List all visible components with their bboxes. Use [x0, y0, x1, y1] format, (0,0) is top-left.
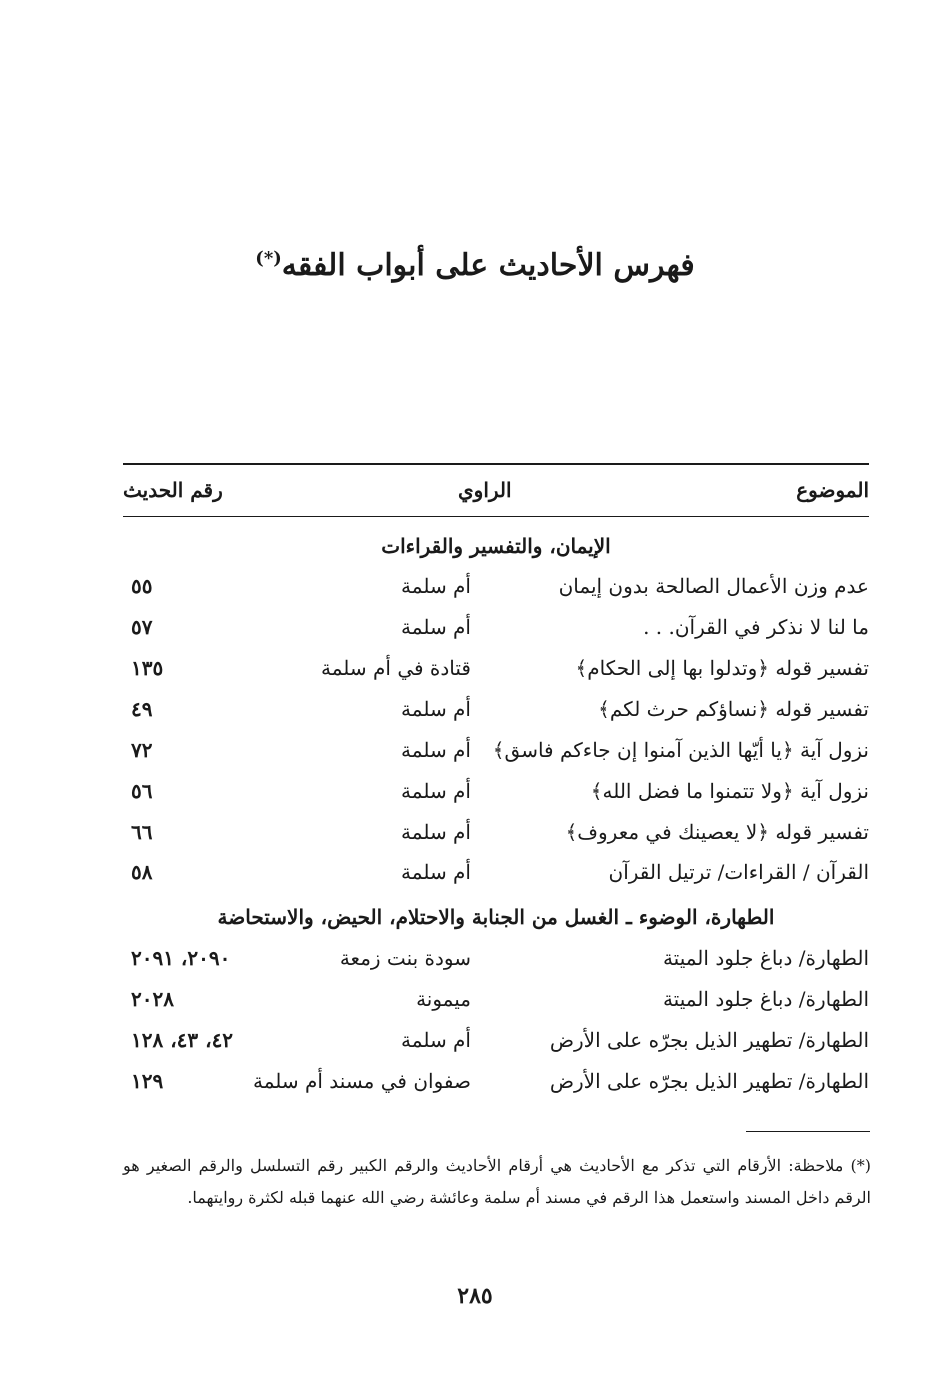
row-narrator: أم سلمة: [401, 574, 471, 598]
row-narrator: صفوان في مسند أم سلمة: [252, 1069, 471, 1093]
row-number: ٢٠٩٠، ٢٠٩١: [131, 946, 231, 970]
row-topic: القرآن / القراءات/ ترتيل القرآن: [608, 860, 869, 884]
table-header-rule: [123, 516, 869, 517]
row-number: ٥٦: [131, 779, 153, 803]
row-number: ٦٦: [131, 820, 153, 844]
row-topic: الطهارة/ تطهير الذيل بجرّه على الأرض: [549, 1069, 869, 1093]
table-row: [123, 656, 869, 690]
row-narrator: سودة بنت زمعة: [339, 946, 471, 970]
row-topic: نزول آية ﴿ولا تتمنوا ما فضل الله﴾: [590, 779, 869, 803]
row-number: ٢٠٢٨: [131, 987, 174, 1011]
row-narrator: قتادة في أم سلمة: [321, 656, 471, 680]
row-number: ٥٥: [131, 574, 153, 598]
header-narrator: الراوي: [458, 478, 512, 502]
row-narrator: أم سلمة: [401, 779, 471, 803]
row-topic: تفسير قوله ﴿لا يعصينك في معروف﴾: [565, 820, 869, 844]
row-topic: نزول آية ﴿يا أيّها الذين آمنوا إن جاءكم فاسق﴾: [492, 738, 869, 762]
row-narrator: أم سلمة: [401, 1028, 471, 1052]
table-row: [123, 1069, 869, 1103]
row-topic: عدم وزن الأعمال الصالحة بدون إيمان: [558, 574, 869, 598]
row-narrator: أم سلمة: [401, 860, 471, 884]
title-footnote-mark: (*): [255, 248, 282, 269]
row-topic: الطهارة/ دباغ جلود الميتة: [662, 946, 869, 970]
table-row: [123, 574, 869, 608]
row-narrator: أم سلمة: [401, 820, 471, 844]
table-row: [123, 820, 869, 854]
page-title: [0, 248, 950, 283]
row-number: ٤٩: [131, 697, 153, 721]
row-topic: الطهارة/ دباغ جلود الميتة: [662, 987, 869, 1011]
row-number: ٥٧: [131, 615, 153, 639]
row-number: ١٢٩: [131, 1069, 164, 1093]
row-number: ١٣٥: [131, 656, 164, 680]
header-number: رقم الحديث: [123, 478, 223, 502]
row-topic: الطهارة/ تطهير الذيل بجرّه على الأرض: [549, 1028, 869, 1052]
footnote: (*) ملاحظة: الأرقام التي تذكر مع الأحاديث هي أرقام الأحاديث والرقم الكبير رقم التسلسل والرقم الصغير هو الرقم داخل المسند واستعمل هذا الرقم في مسند أم سلمة وعائشة رضي الله عنهما قبله لكثرة روايتهما.: [123, 1156, 871, 1207]
table-header: [123, 478, 869, 512]
row-number: ٧٢: [131, 738, 153, 762]
row-topic: تفسير قوله ﴿نساؤكم حرث لكم﴾: [598, 697, 869, 721]
row-narrator: أم سلمة: [401, 615, 471, 639]
row-number: ٤٢، ٤٣، ١٢٨: [131, 1028, 234, 1052]
row-narrator: أم سلمة: [401, 697, 471, 721]
page-number: ٢٨٥: [457, 1283, 493, 1309]
row-topic: تفسير قوله ﴿وتدلوا بها إلى الحكام﴾: [575, 656, 869, 680]
title-text: فهرس الأحاديث على أبواب الفقه: [281, 248, 695, 283]
table-row: [123, 946, 869, 980]
row-topic: ما لنا لا نذكر في القرآن. . .: [643, 615, 869, 639]
table-row: [123, 615, 869, 649]
table-top-rule: [123, 463, 869, 465]
header-topic: الموضوع: [796, 478, 869, 502]
table-row: [123, 860, 869, 894]
section-title-taharah: الطهارة، الوضوء ـ الغسل من الجنابة والاحتلام، الحيض، والاستحاضة: [217, 905, 775, 929]
table-row: [123, 697, 869, 731]
row-narrator: ميمونة: [416, 987, 471, 1011]
row-narrator: أم سلمة: [401, 738, 471, 762]
footnote-separator: [746, 1131, 870, 1132]
section-title-iman: الإيمان، والتفسير والقراءات: [381, 534, 611, 558]
row-number: ٥٨: [131, 860, 153, 884]
table-row: [123, 738, 869, 772]
table-row: [123, 779, 869, 813]
table-row: [123, 987, 869, 1021]
table-row: [123, 1028, 869, 1062]
